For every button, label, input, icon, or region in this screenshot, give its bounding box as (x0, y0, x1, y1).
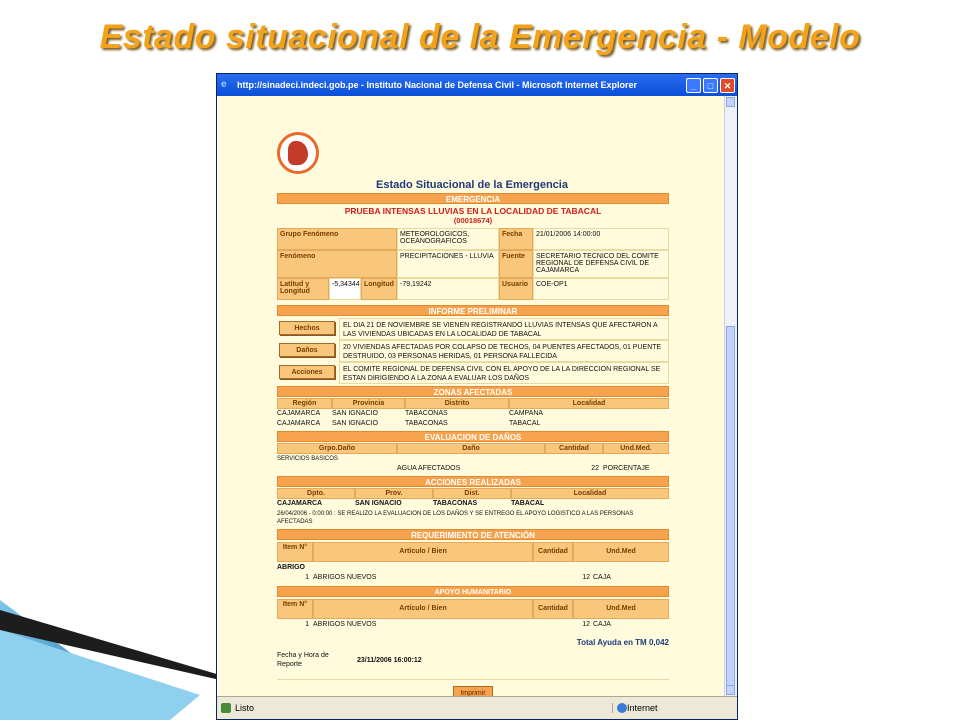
req-cantidad: 12 (582, 574, 590, 581)
eval-dano: AGUA AFECTADOS (397, 465, 461, 472)
indeci-logo (277, 132, 319, 174)
fuente-value: SECRETARIO TECNICO DEL COMITE REGIONAL DE DEFENSA CIVIL DE CAJAMARCA (533, 250, 669, 278)
emergency-report (277, 193, 669, 696)
table-row (277, 409, 669, 419)
section-informe: INFORME PRELIMINAR (277, 305, 669, 316)
hechos-text: EL DIA 21 DE NOVIEMBRE SE VIENEN REGISTRANDO LLUVIAS INTENSAS QUE AFECTARON A LAS VIVIENDAS UBICADAS EN LA LOCALIDAD DE TABACAL (339, 318, 669, 340)
fenomeno-label: Fenómeno (277, 250, 397, 278)
req-und: CAJA (593, 574, 611, 581)
table-row (277, 419, 669, 429)
acciones-button[interactable]: Acciones (279, 365, 335, 379)
fecha-value: 21/01/2006 14:00:00 (533, 228, 669, 250)
usuario-value: COE-OP1 (533, 278, 669, 300)
scroll-down-arrow[interactable] (726, 685, 735, 695)
close-button[interactable]: ✕ (720, 78, 735, 93)
apoyo-header-cantidad: Cantidad (533, 599, 573, 619)
zonas-header-region: Región (277, 398, 332, 409)
acc-prov: SAN IGNACIO (355, 500, 402, 507)
acc-header-prov: Prov. (355, 488, 433, 499)
zona-region: CAJAMARCA (277, 410, 321, 417)
section-apoyo: APOYO HUMANITARIO (277, 586, 669, 597)
apoyo-header-item: Item N° (277, 599, 313, 619)
req-header-und: Und.Med (573, 542, 669, 562)
eval-und: PORCENTAJE (603, 465, 650, 472)
req-group: ABRIGO (277, 564, 305, 571)
danos-button[interactable]: Daños (279, 343, 335, 357)
req-header-cantidad: Cantidad (533, 542, 573, 562)
zona-provincia: SAN IGNACIO (332, 410, 378, 417)
section-zonas: ZONAS AFECTADAS (277, 386, 669, 397)
total-label: Total Ayuda en TM (576, 638, 647, 647)
page-viewport (217, 96, 725, 696)
eval-header-cantidad: Cantidad (545, 443, 603, 454)
zona-distrito: TABACONAS (405, 410, 448, 417)
page-icon (221, 703, 231, 713)
acc-dpto: CAJAMARCA (277, 500, 323, 507)
grupo-value: METEOROLOGICOS, OCEANOGRAFICOS (397, 228, 499, 250)
zonas-header-provincia: Provincia (332, 398, 405, 409)
vertical-scrollbar[interactable] (724, 96, 737, 696)
grupo-label: Grupo Fenómeno (277, 228, 397, 250)
eval-group: SERVICIOS BASICOS (277, 456, 338, 462)
minimize-button[interactable]: _ (686, 78, 701, 93)
eval-header-und: Und.Med. (603, 443, 669, 454)
zona-provincia: SAN IGNACIO (332, 420, 378, 427)
emergency-name: PRUEBA INTENSAS LLUVIAS EN LA LOCALIDAD DE TABACAL (344, 206, 602, 216)
fecha-reporte-label: Fecha y Hora de Reporte (277, 652, 329, 668)
acc-dist: TABACONAS (433, 500, 478, 507)
danos-text: 20 VIVIENDAS AFECTADAS POR COLAPSO DE TECHOS, 04 PUENTES AFECTADOS, 01 PUENTE DESTRUIDO, 03 PERSONAS HERIDAS, 01 PERSONA FALLECIDA (339, 340, 669, 362)
apoyo-header-und: Und.Med (573, 599, 669, 619)
section-emergencia: EMERGENCIA (277, 193, 669, 204)
browser-window (216, 73, 738, 720)
zona-distrito: TABACONAS (405, 420, 448, 427)
zona-localidad: TABACAL (509, 420, 541, 427)
zonas-header-localidad: Localidad (509, 398, 669, 409)
status-text: Listo (235, 703, 255, 713)
fecha-reporte-value: 23/11/2006 16:00:12 (357, 656, 422, 664)
page-heading: Estado Situacional de la Emergencia (376, 179, 568, 191)
total-ayuda (277, 638, 669, 647)
acc-header-dist: Dist. (433, 488, 511, 499)
lon-value: -79,19242 (397, 278, 499, 300)
zone-text: Internet (627, 703, 658, 713)
req-header-articulo: Artículo / Bien (313, 542, 533, 562)
fuente-label: Fuente (499, 250, 533, 278)
scrollbar-thumb[interactable] (726, 326, 735, 686)
acc-localidad: TABACAL (511, 500, 545, 507)
apoyo-item: 1 (305, 621, 309, 628)
slide-title: Estado situacional de la Emergencia - Modelo (99, 18, 861, 56)
hechos-button[interactable]: Hechos (279, 321, 335, 335)
latlon-label: Latitud y Longitud (277, 278, 329, 300)
eval-grupo (277, 464, 397, 474)
maximize-button[interactable]: □ (703, 78, 718, 93)
acc-header-dpto: Dpto. (277, 488, 355, 499)
eval-header-grupo: Grpo.Daño (277, 443, 397, 454)
acc-detail: 26/04/2006 - 0:00:00 : SE REALIZO LA EVALUACION DE LOS DAÑOS Y SE ENTREGO EL APOYO LOGISTICO A LAS PERSONAS AFECTADAS (277, 511, 634, 525)
zonas-header-distrito: Distrito (405, 398, 509, 409)
table-row (277, 620, 669, 630)
section-acciones-realizadas: ACCIONES REALIZADAS (277, 476, 669, 487)
zona-localidad: CAMPANA (509, 410, 544, 417)
ie-icon: e (221, 79, 227, 90)
req-item: 1 (305, 574, 309, 581)
zona-region: CAJAMARCA (277, 420, 321, 427)
fecha-label: Fecha (499, 228, 533, 250)
window-title: http://sinadeci.indeci.gob.pe - Instituto Nacional de Defensa Civil - Microsoft Internet Explorer (237, 80, 638, 90)
emergency-code: (00018674) (453, 216, 493, 225)
section-requerimiento: REQUERIMIENTO DE ATENCIÓN (277, 529, 669, 540)
acciones-text: EL COMITE REGIONAL DE DEFENSA CIVIL CON EL APOYO DE LA LA DIRECCION REGIONAL SE ESTAN DIRIGIENDO A LA ZONA A EVALUAR LOS DAÑOS (339, 362, 669, 384)
usuario-label: Usuario (499, 278, 533, 300)
table-row (277, 499, 669, 509)
apoyo-cantidad: 12 (582, 621, 590, 628)
lat-value: -5,34344 (329, 278, 361, 300)
eval-cantidad: 22 (591, 465, 599, 472)
status-bar (217, 696, 737, 719)
fenomeno-value: PRECIPITACIONES - LLUVIA (397, 250, 499, 278)
total-value: 0,042 (648, 638, 669, 647)
lon-label: Longitud (361, 278, 397, 300)
print-button[interactable]: Imprimir (453, 686, 492, 696)
scroll-up-arrow[interactable] (726, 97, 735, 107)
acc-header-localidad: Localidad (511, 488, 669, 499)
apoyo-articulo: ABRIGOS NUEVOS (313, 621, 377, 628)
apoyo-und: CAJA (593, 621, 611, 628)
internet-zone-icon (617, 703, 627, 713)
table-row (277, 573, 669, 583)
eval-header-dano: Daño (397, 443, 545, 454)
window-titlebar[interactable] (217, 74, 737, 96)
req-header-item: Item N° (277, 542, 313, 562)
section-evaluacion: EVALUACION DE DAÑOS (277, 431, 669, 442)
table-row (277, 464, 669, 474)
req-articulo: ABRIGOS NUEVOS (313, 574, 377, 581)
apoyo-header-articulo: Artículo / Bien (313, 599, 533, 619)
